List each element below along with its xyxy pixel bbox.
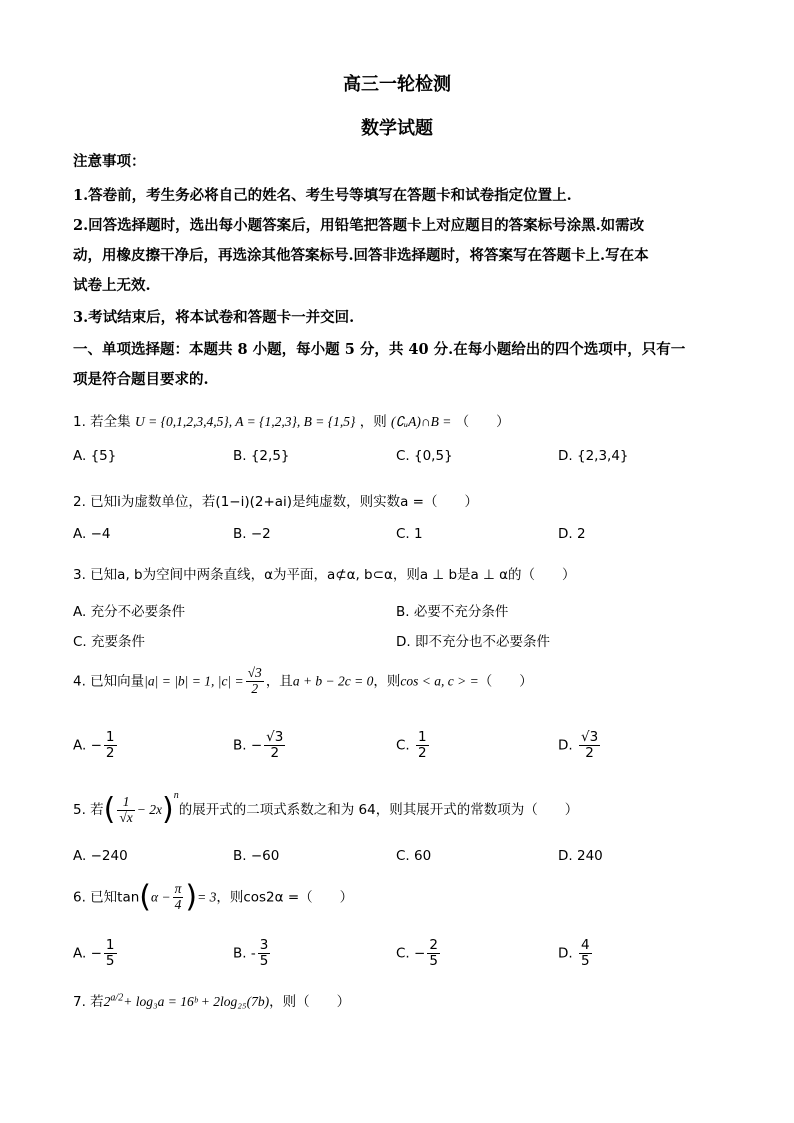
question-1-prefix: 1. 若全集 [73, 414, 131, 430]
question-4-fraction [246, 666, 264, 697]
question-2-option-b[interactable]: B. −2 [233, 526, 271, 542]
question-4-option-a-denominator: 2 [105, 744, 115, 761]
notice-item-1: 1.答卷前，考生务必将自己的姓名、考生号等填写在答题卡和试卷指定位置上. [73, 187, 572, 204]
question-6-prefix: 6. 已知 [73, 889, 118, 906]
question-5-option-b[interactable]: B. −60 [233, 848, 280, 864]
question-6-option-d[interactable] [558, 938, 594, 969]
question-4-option-a-sign: − [90, 737, 102, 754]
question-4-mid: ，且 [265, 673, 293, 690]
question-7-prefix: 7. 若 [73, 994, 104, 1010]
question-6-fraction-denominator: 4 [174, 896, 182, 912]
section-heading-line-2: 项是符合题目要求的. [73, 371, 209, 388]
question-1-expression: (∁ᵤA)∩B = [391, 414, 452, 429]
question-5-term: − 2x [136, 802, 163, 817]
question-5-close-paren: ) [162, 792, 174, 827]
question-5-fraction [117, 795, 134, 826]
question-4-fraction-denominator: 2 [251, 680, 259, 696]
question-4-option-a-numerator: 1 [105, 729, 115, 745]
page-title: 高三一轮检测 [343, 74, 451, 95]
question-6-open-paren: ( [139, 879, 152, 915]
question-4-prefix: 4. 已知向量 [73, 673, 145, 690]
question-6-option-a-label: A. [73, 945, 87, 962]
question-6-option-c-fraction [427, 938, 440, 969]
question-7-expression: + log₃a = 16ᵇ + 2log₂₅(7b) [123, 994, 270, 1009]
question-6-option-c-sign: − [414, 945, 426, 962]
question-1-suffix: （ ） [455, 414, 510, 430]
question-1-option-c[interactable]: C. {0,5} [396, 448, 453, 464]
question-4-option-d[interactable] [558, 730, 602, 761]
question-6-option-b-fraction [258, 938, 271, 969]
page-subtitle: 数学试题 [361, 118, 433, 139]
question-6-option-b[interactable] [233, 938, 272, 969]
question-5-text: 的展开式的二项式系数之和为 64，则其展开式的常数项为（ ） [178, 802, 579, 818]
question-6-equals: = 3 [197, 889, 217, 905]
question-4-vector-equation: a + b − 2c = 0 [292, 673, 374, 689]
question-4-option-b-numerator: √3 [266, 729, 284, 745]
question-6-option-c-denominator: 5 [429, 952, 438, 969]
question-6-option-d-denominator: 5 [580, 952, 590, 969]
question-6-option-c-numerator: 2 [429, 937, 438, 953]
question-6-text: ，则cos2α =（ ） [216, 889, 354, 906]
notice-item-2-line-2: 动，用橡皮擦干净后，再选涂其他答案标号.回答非选择题时，将答案写在答题卡上.写在本 [73, 247, 649, 264]
question-5-option-d[interactable]: D. 240 [558, 848, 603, 864]
notice-item-3: 3.考试结束后，将本试卷和答题卡一并交回. [73, 309, 355, 326]
notice-item-2-line-3: 试卷上无效. [73, 277, 151, 294]
question-4-cosine: cos < a, c > = [400, 673, 479, 689]
question-6-close-paren: ) [185, 879, 198, 915]
question-6-option-b-sign: - [250, 945, 256, 962]
question-2-option-d[interactable]: D. 2 [558, 526, 586, 542]
question-3-option-a[interactable]: A. 充分不必要条件 [73, 604, 186, 620]
question-3: 3. 已知a, b为空间中两条直线，α为平面，a⊄α, b⊂α，则a ⊥ b是a ⊥ α的（ ） [73, 567, 576, 583]
question-5-option-a[interactable]: A. −240 [73, 848, 128, 864]
question-7-base: 2 [103, 994, 111, 1009]
question-6-option-a-fraction [104, 938, 117, 969]
question-4-mid-2: ，则 [373, 673, 401, 690]
question-6-option-b-label: B. [233, 945, 247, 962]
section-heading-line-1: 一、单项选择题：本题共 8 小题，每小题 5 分，共 40 分.在每小题给出的四个选项中，只有一 [73, 341, 686, 358]
question-6-function: tan [117, 889, 140, 906]
question-6-option-a-numerator: 1 [105, 937, 115, 953]
question-6-option-b-denominator: 5 [259, 952, 269, 969]
question-5-exponent: n [173, 790, 179, 801]
question-4-option-d-label: D. [558, 737, 573, 754]
question-4-option-d-denominator: 2 [585, 744, 594, 761]
question-2-option-c[interactable]: C. 1 [396, 526, 423, 542]
question-6-option-d-fraction [579, 938, 592, 969]
question-1-option-a[interactable]: A. {5} [73, 448, 117, 464]
question-5 [73, 790, 578, 825]
question-4-option-c-numerator: 1 [418, 729, 427, 745]
question-6-option-d-label: D. [558, 945, 573, 962]
question-4-suffix: （ ） [478, 673, 533, 690]
question-4-option-c-fraction [416, 730, 429, 761]
question-6 [73, 879, 354, 915]
question-3-option-c[interactable]: C. 充要条件 [73, 634, 146, 650]
question-4-option-c-denominator: 2 [418, 744, 427, 761]
question-6-fraction [173, 882, 184, 913]
question-7 [73, 990, 350, 1010]
question-4-option-a-label: A. [73, 737, 87, 754]
question-5-fraction-numerator: 1 [117, 795, 134, 811]
question-1 [73, 410, 510, 430]
question-4-option-b[interactable] [233, 730, 287, 761]
question-6-option-a[interactable] [73, 938, 119, 969]
question-4-option-b-sign: − [250, 737, 263, 754]
question-4-option-d-numerator: √3 [580, 729, 599, 745]
question-4 [73, 666, 533, 697]
question-4-option-c[interactable] [396, 730, 431, 761]
question-6-option-c-label: C. [396, 945, 410, 962]
question-4-option-b-label: B. [233, 737, 247, 754]
notice-heading: 注意事项： [73, 153, 146, 170]
question-6-option-c[interactable] [396, 938, 442, 969]
question-1-mid: ，则 [359, 414, 387, 430]
question-1-sets: U = {0,1,2,3,4,5}, A = {1,2,3}, B = {1,5} [134, 414, 356, 429]
question-4-option-a-fraction [104, 730, 117, 761]
notice-item-2-line-1: 2.回答选择题时，选出每小题答案后，用铅笔把答题卡上对应题目的答案标号涂黑.如需改 [73, 217, 645, 234]
question-4-option-b-denominator: 2 [270, 744, 280, 761]
question-2-option-a[interactable]: A. −4 [73, 526, 111, 542]
question-4-fraction-numerator: √3 [247, 665, 262, 680]
question-5-prefix: 5. 若 [73, 802, 104, 818]
question-6-option-a-denominator: 5 [105, 952, 115, 969]
question-6-alpha: α − [151, 889, 171, 905]
question-6-option-b-numerator: 3 [259, 937, 269, 953]
question-6-option-a-sign: − [90, 945, 102, 962]
question-5-option-c[interactable]: C. 60 [396, 848, 432, 864]
question-6-fraction-numerator: π [174, 881, 182, 896]
question-7-suffix: ，则（ ） [269, 994, 351, 1010]
question-1-option-b[interactable]: B. {2,5} [233, 448, 290, 464]
question-4-option-a[interactable] [73, 730, 119, 761]
question-4-option-d-fraction [579, 730, 600, 761]
question-3-option-d[interactable]: D. 即不充分也不必要条件 [396, 634, 550, 650]
question-2: 2. 已知i为虚数单位，若(1−i)(2+ai)是纯虚数，则实数a =（ ） [73, 494, 478, 510]
question-4-option-c-label: C. [396, 737, 410, 754]
question-1-option-d[interactable]: D. {2,3,4} [558, 448, 629, 464]
question-3-option-b[interactable]: B. 必要不充分条件 [396, 604, 509, 620]
question-4-norms: |a| = |b| = 1, |c| = [144, 673, 244, 689]
question-5-fraction-denominator: √x [119, 809, 133, 825]
question-6-option-d-numerator: 4 [580, 937, 590, 953]
question-4-option-b-fraction [264, 730, 285, 761]
question-5-open-paren: ( [103, 792, 116, 827]
question-7-exponent: a/2 [110, 992, 124, 1004]
